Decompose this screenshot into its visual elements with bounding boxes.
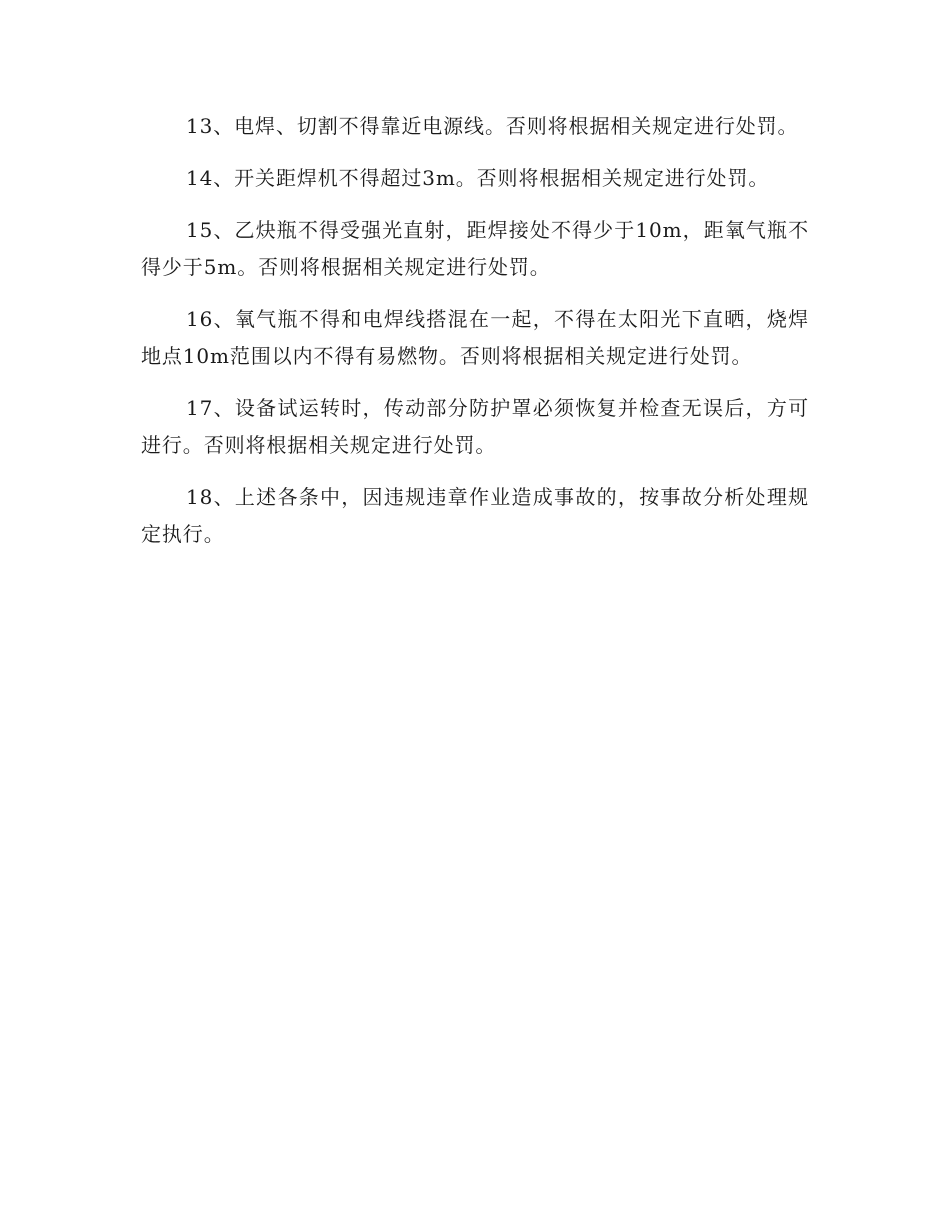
rule-paragraph-14: 14、开关距焊机不得超过3m。否则将根据相关规定进行处罚。 bbox=[186, 166, 770, 190]
rule-paragraph-15: 15、乙炔瓶不得受强光直射，距焊接处不得少于10m，距氧气瓶不得少于5m。否则将根据相关规定进行处罚。 bbox=[141, 218, 809, 279]
rule-paragraph-17: 17、设备试运转时，传动部分防护罩必须恢复并检查无误后，方可进行。否则将根据相关规定进行处罚。 bbox=[141, 396, 809, 457]
rule-paragraph-13: 13、电焊、切割不得靠近电源线。否则将根据相关规定进行处罚。 bbox=[186, 114, 799, 138]
rule-paragraph-16: 16、氧气瓶不得和电焊线搭混在一起，不得在太阳光下直晒，烧焊地点10m范围以内不得有易燃物。否则将根据相关规定进行处罚。 bbox=[141, 307, 809, 368]
document-body bbox=[141, 108, 809, 568]
rule-paragraph-18: 18、上述各条中，因违规违章作业造成事故的，按事故分析处理规定执行。 bbox=[141, 485, 809, 546]
